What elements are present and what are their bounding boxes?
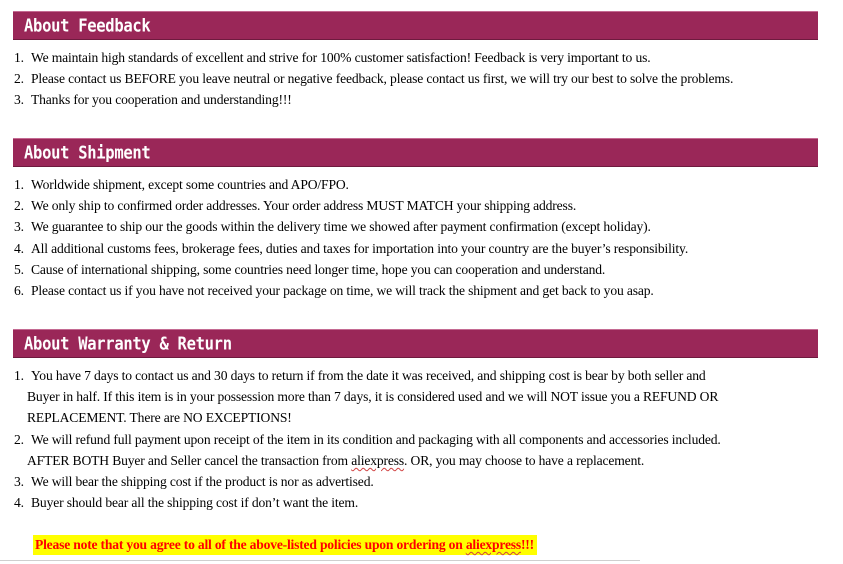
list-item: 5. Cause of international shipping, some countries need longer time, hope you can cooperation and understand. <box>14 261 606 277</box>
shipment-header <box>13 138 818 167</box>
list-item: 1. Worldwide shipment, except some countries and APO/FPO. <box>14 177 349 192</box>
list-item: 1. We maintain high standards of excellent and strive for 100% customer satisfaction! Feedback is very important to us. <box>14 50 651 65</box>
bottom-divider <box>0 560 640 561</box>
list-item: 3. Thanks for you cooperation and understanding!!! <box>14 92 292 108</box>
warranty-header <box>13 329 818 358</box>
list-item: 2. We only ship to confirmed order addresses. Your order address MUST MATCH your shipping address. <box>14 198 577 214</box>
list-item: 3. We guarantee to ship our the goods within the delivery time we showed after payment confirmation (except holiday). <box>14 219 651 235</box>
feedback-header <box>13 11 818 40</box>
list-item: 1. You have 7 days to contact us and 30 days to return if from the date it was received, and shipping cost is bear by both seller and Buyer in half. If this item is in your possession more than 7 days, it is considered used and we will NOT issue you a REFUND OR REPLACEMENT. There are NO EXCEPTIONS! <box>14 368 719 426</box>
list-item: 6. Please contact us if you have not received your package on time, we will track the shipment and get back to you asap. <box>14 283 654 299</box>
policy-agreement-note: Please note that you agree to all of the above-listed policies upon ordering on aliexpress!!! <box>33 535 537 555</box>
warranty-list <box>0 365 821 513</box>
shipment-title: About Shipment <box>24 142 151 163</box>
feedback-title: About Feedback <box>24 15 151 36</box>
shipment-list <box>0 174 821 301</box>
list-item: 2. Please contact us BEFORE you leave neutral or negative feedback, please contact us first, we will try our best to solve the problems. <box>14 71 734 87</box>
list-item: 4. All additional customs fees, brokerage fees, duties and taxes for importation into your country are the buyer’s responsibility. <box>14 240 689 256</box>
feedback-list <box>0 47 821 111</box>
list-item: 3. We will bear the shipping cost if the product is nor as advertised. <box>14 474 374 490</box>
list-item: 4. Buyer should bear all the shipping cost if don’t want the item. <box>14 495 359 511</box>
warranty-title: About Warranty & Return <box>24 333 232 354</box>
list-item: 2. We will refund full payment upon receipt of the item in its condition and packaging with all components and accessories included. AFTER BOTH Buyer and Seller cancel the transaction from aliexpress. OR, you may choose to have a replacement. <box>14 431 721 468</box>
